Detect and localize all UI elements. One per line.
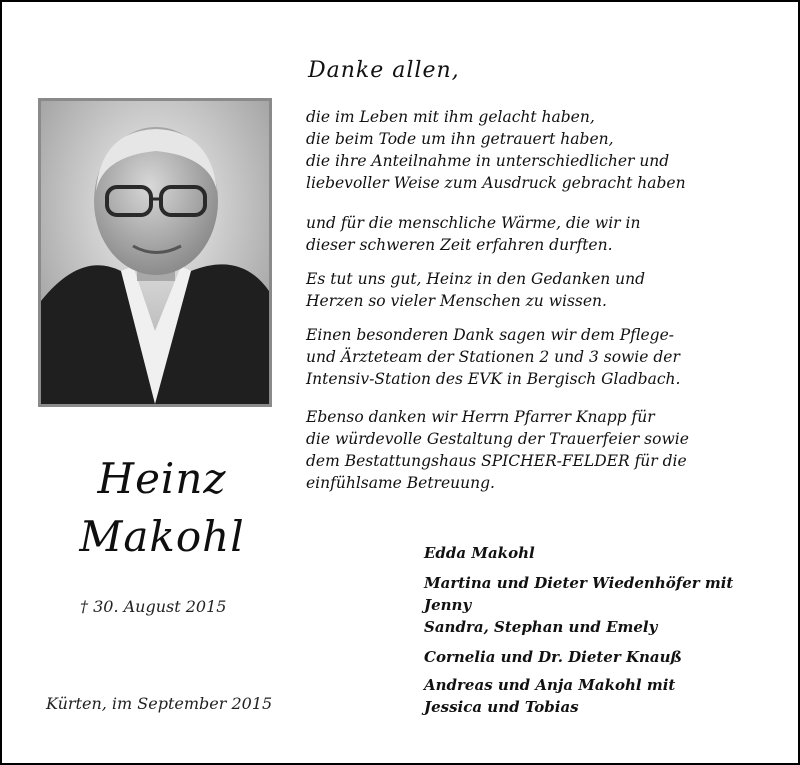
portrait-photo bbox=[38, 98, 272, 407]
signature-cornelia-dieter bbox=[424, 646, 682, 668]
text-line: die ihre Anteilnahme in unterschiedlicher und bbox=[306, 152, 670, 170]
deceased-last-name: Makohl bbox=[79, 512, 245, 561]
signature-line: Cornelia und Dr. Dieter Knauß bbox=[424, 648, 682, 666]
greeting-heading: Danke allen, bbox=[308, 58, 460, 83]
deceased-first-name: Heinz bbox=[97, 454, 227, 503]
text-line: Es tut uns gut, Heinz in den Gedanken und bbox=[306, 270, 646, 288]
thanks-paragraph-3 bbox=[306, 268, 774, 312]
thanks-paragraph-1 bbox=[306, 106, 774, 194]
signature-line: Jessica und Tobias bbox=[424, 698, 579, 716]
death-date: † 30. August 2015 bbox=[80, 597, 227, 616]
text-line: liebevoller Weise zum Ausdruck gebracht haben bbox=[306, 174, 686, 192]
thanks-paragraph-2 bbox=[306, 212, 774, 256]
signature-line: Martina und Dieter Wiedenhöfer mit bbox=[424, 574, 734, 592]
text-line: die beim Tode um ihn getrauert haben, bbox=[306, 130, 614, 148]
text-line: und für die menschliche Wärme, die wir in bbox=[306, 214, 641, 232]
text-line: die würdevolle Gestaltung der Trauerfeier sowie bbox=[306, 430, 689, 448]
signature-line: Jenny bbox=[424, 596, 472, 614]
signature-line: Andreas und Anja Makohl mit bbox=[424, 676, 676, 694]
text-line: dem Bestattungshaus SPICHER-FELDER für die bbox=[306, 452, 687, 470]
portrait-illustration bbox=[41, 101, 269, 404]
signature-line: Edda Makohl bbox=[424, 544, 535, 562]
text-line: Ebenso danken wir Herrn Pfarrer Knapp für bbox=[306, 408, 655, 426]
text-line: die im Leben mit ihm gelacht haben, bbox=[306, 108, 595, 126]
text-line: und Ärzteteam der Stationen 2 und 3 sowie der bbox=[306, 348, 680, 366]
text-line: Intensiv-Station des EVK in Bergisch Gladbach. bbox=[306, 370, 681, 388]
text-line: Herzen so vieler Menschen zu wissen. bbox=[306, 292, 607, 310]
signature-line: Sandra, Stephan und Emely bbox=[424, 618, 658, 636]
thanks-paragraph-5 bbox=[306, 406, 774, 494]
text-line: Einen besonderen Dank sagen wir dem Pflege- bbox=[306, 326, 675, 344]
signature-edda bbox=[424, 542, 535, 564]
text-line: einfühlsame Betreuung. bbox=[306, 474, 495, 492]
signature-martina-dieter bbox=[424, 572, 733, 638]
place-and-date: Kürten, im September 2015 bbox=[46, 694, 273, 713]
thanks-paragraph-4 bbox=[306, 324, 774, 390]
text-line: dieser schweren Zeit erfahren durften. bbox=[306, 236, 613, 254]
signature-andreas-anja bbox=[424, 674, 675, 718]
